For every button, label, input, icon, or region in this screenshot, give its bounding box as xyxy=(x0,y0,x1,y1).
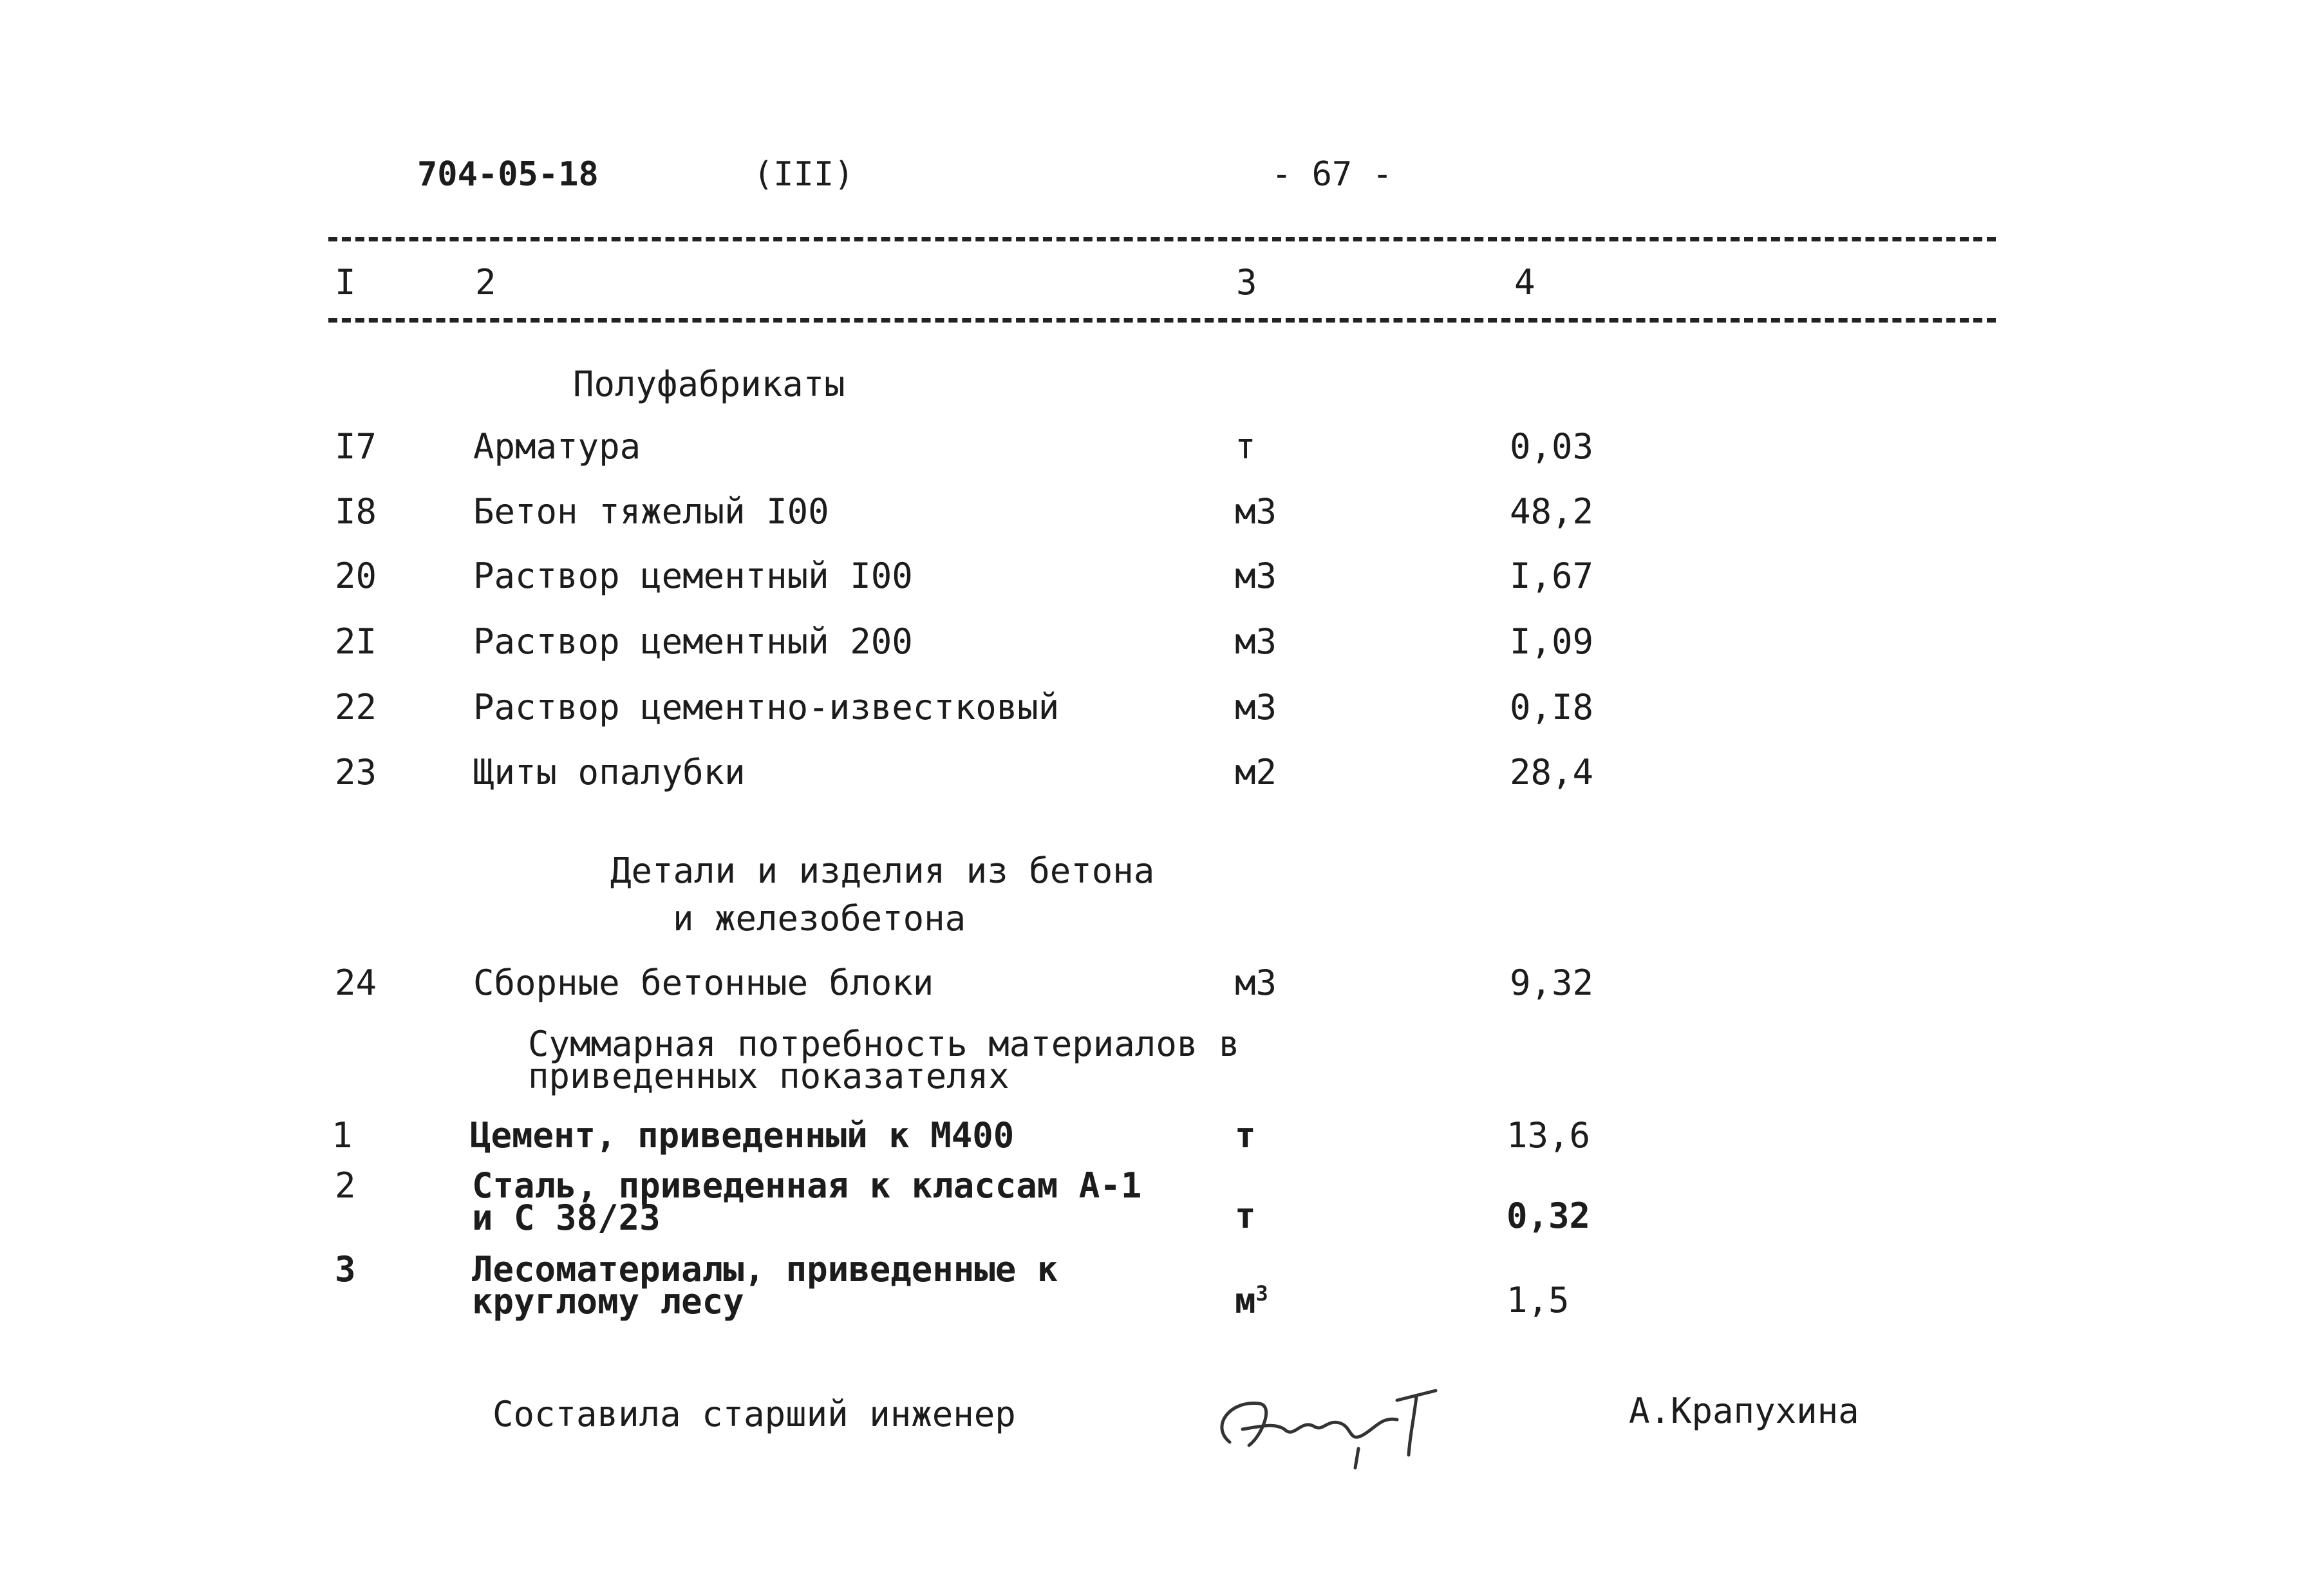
row-unit: м2 xyxy=(1235,752,1277,793)
row-value: 13,6 xyxy=(1507,1115,1591,1156)
section-title: Полуфабрикаты xyxy=(573,364,845,404)
signer-name: А.Крапухина xyxy=(1629,1391,1859,1431)
row-unit: м3 xyxy=(1235,687,1277,728)
row-value: I,67 xyxy=(1510,556,1594,596)
doc-part: (III) xyxy=(753,155,854,194)
column-header-1: I xyxy=(335,262,356,303)
row-unit: т xyxy=(1235,426,1256,467)
row-value: 48,2 xyxy=(1510,491,1594,532)
section-title-continued: и железобетона xyxy=(673,898,966,939)
row-number: 20 xyxy=(335,556,377,596)
row-number: 1 xyxy=(332,1115,353,1156)
header-bottom-rule xyxy=(328,318,1996,323)
handwritten-signature xyxy=(1204,1365,1474,1481)
row-name: Арматура xyxy=(473,426,641,467)
row-number: I7 xyxy=(335,426,377,467)
row-name: Бетон тяжелый I00 xyxy=(473,491,829,532)
row-value: I,09 xyxy=(1510,621,1594,662)
row-unit: т xyxy=(1235,1115,1256,1156)
top-rule xyxy=(328,237,1996,241)
row-unit: т xyxy=(1235,1196,1256,1236)
row-value: 0,32 xyxy=(1507,1196,1591,1236)
row-name: Раствор цементный 200 xyxy=(473,621,913,662)
section-title-continued: приведенных показателях xyxy=(528,1056,1009,1096)
row-number: 23 xyxy=(335,752,377,793)
row-value: 28,4 xyxy=(1510,752,1594,793)
row-name-continued: и С 38/23 xyxy=(472,1197,661,1238)
section-title: Суммарная потребность материалов в xyxy=(528,1024,1240,1064)
compiled-by-label: Составила старший инженер xyxy=(493,1394,1016,1434)
unit-superscript: 3 xyxy=(1255,1281,1268,1306)
column-header-4: 4 xyxy=(1514,262,1535,303)
row-name: Лесоматериалы, приведенные к xyxy=(472,1249,1058,1290)
row-name: Сборные бетонные блоки xyxy=(473,962,934,1003)
row-number: 3 xyxy=(335,1249,356,1290)
row-name: Цемент, приведенный к М400 xyxy=(470,1115,1015,1156)
row-name: Сталь, приведенная к классам А-1 xyxy=(472,1165,1142,1206)
row-unit xyxy=(1235,1283,1268,1319)
row-name: Щиты опалубки xyxy=(473,752,746,793)
row-value: 0,I8 xyxy=(1510,687,1594,728)
row-name-continued: круглому лесу xyxy=(472,1281,744,1322)
doc-code: 704-05-18 xyxy=(417,155,599,194)
section-title: Детали и изделия из бетона xyxy=(610,850,1155,891)
row-value: 0,03 xyxy=(1510,426,1594,467)
row-name: Раствор цементный I00 xyxy=(473,556,913,596)
page-number: - 67 - xyxy=(1272,155,1393,194)
row-value: 9,32 xyxy=(1510,962,1594,1003)
row-unit: м3 xyxy=(1235,962,1277,1003)
row-number: 2 xyxy=(335,1165,356,1206)
row-number: 2I xyxy=(335,621,377,662)
row-number: I8 xyxy=(335,491,377,532)
row-unit: м3 xyxy=(1235,621,1277,662)
row-value: 1,5 xyxy=(1507,1280,1570,1320)
row-number: 24 xyxy=(335,962,377,1003)
row-name: Раствор цементно-известковый xyxy=(473,687,1060,728)
row-unit: м3 xyxy=(1235,491,1277,532)
column-header-3: 3 xyxy=(1236,262,1257,303)
unit-base: м xyxy=(1235,1281,1256,1321)
row-unit: м3 xyxy=(1235,556,1277,596)
row-number: 22 xyxy=(335,687,377,728)
column-header-2: 2 xyxy=(475,262,496,303)
